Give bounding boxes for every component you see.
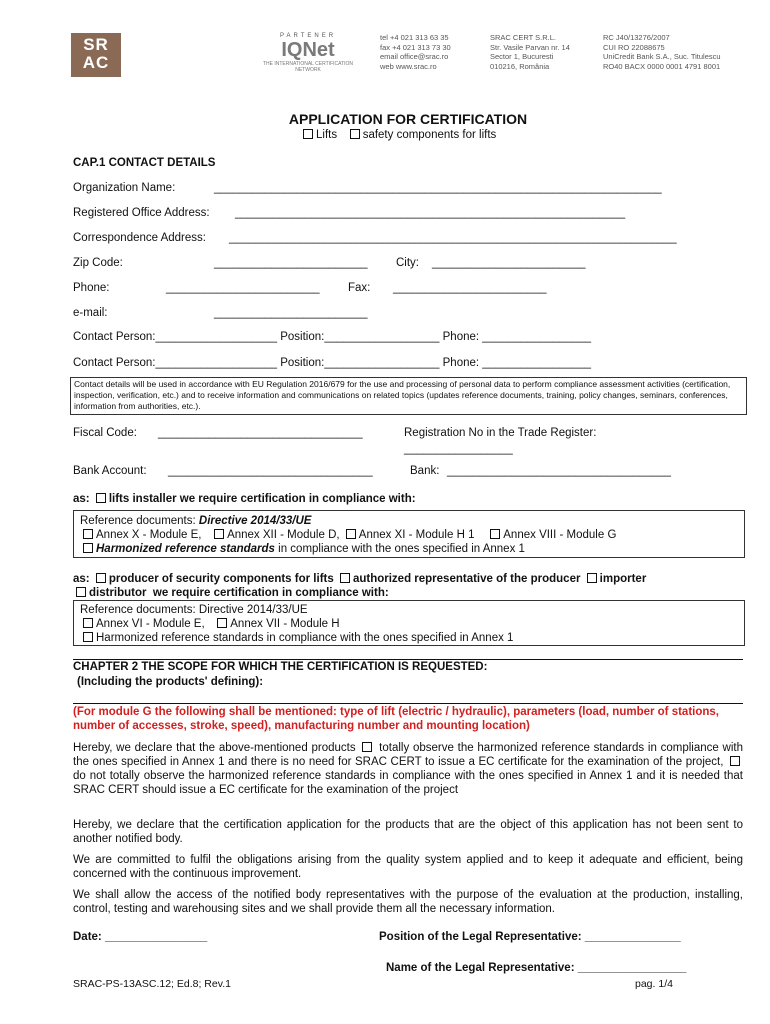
checkbox-distributor[interactable]	[76, 587, 86, 597]
commitment-paragraph: We are committed to fulfil the obligations arising from the quality system applied and to keep it adequate and efficient, being concerned with the continuous improvement.	[73, 854, 743, 880]
fiscal-code-label: Fiscal Code:	[73, 427, 137, 439]
phone-field[interactable]: ________________________	[166, 282, 320, 294]
checkbox-lifts[interactable]	[303, 129, 313, 139]
registered-address-label: Registered Office Address:	[73, 207, 210, 219]
installer-option: as: lifts installer we require certification in compliance with:	[73, 493, 416, 505]
checkbox-harmonized-producer[interactable]	[83, 632, 93, 642]
chapter2-heading: CHAPTER 2 THE SCOPE FOR WHICH THE CERTIFICATION IS REQUESTED:	[73, 661, 488, 673]
access-paragraph: We shall allow the access of the notified body representatives with the purpose of the evaluation at the production, installing, control, testing and warehousing sites and we shall provide them all the necessary information.	[73, 889, 743, 915]
registered-address-field[interactable]: _____________________________________________________________	[235, 207, 626, 219]
page-number: pag. 1/4	[635, 978, 673, 990]
bank-field[interactable]: ___________________________________	[447, 465, 671, 477]
checkbox-annex-vi[interactable]	[83, 618, 93, 628]
contact-person-row-2: Contact Person:___________________ Position:__________________ Phone: _________________	[73, 357, 592, 369]
org-name-field[interactable]: ______________________________________________________________________	[214, 182, 662, 194]
gdpr-notice: Contact details will be used in accordance with EU Regulation 2016/679 for the use and processing of personal data to perform compliance assessment activities (certification, inspection, verification, etc.) and to receive information and communications on related topics (updates reference documents, training, policy changes, seminars, conferences, information from authorities, etc.).	[70, 377, 747, 415]
checkbox-not-totally-observe[interactable]	[730, 756, 740, 766]
checkbox-annex-x[interactable]	[83, 529, 93, 539]
checkbox-totally-observe[interactable]	[362, 742, 372, 752]
checkbox-producer[interactable]	[96, 573, 106, 583]
correspondence-address-field[interactable]: ______________________________________________________________________	[229, 232, 677, 244]
checkbox-lifts-installer[interactable]	[96, 493, 106, 503]
contact-person-field-1[interactable]: ___________________	[155, 331, 277, 343]
zip-field[interactable]: ________________________	[214, 257, 368, 269]
divider	[73, 703, 743, 704]
declaration-paragraph-2: Hereby, we declare that the certification application for the products that are the object of this application has not been sent to another notified body.	[73, 819, 743, 845]
document-code: SRAC-PS-13ASC.12; Ed.8; Rev.1	[73, 978, 231, 990]
trade-register-label: Registration No in the Trade Register:	[404, 427, 597, 439]
bank-account-label: Bank Account:	[73, 465, 147, 477]
page-title: APPLICATION FOR CERTIFICATION	[288, 111, 528, 127]
producer-reference-box: Reference documents: Directive 2014/33/UE Annex VI - Module E, Annex VII - Module H Harmonized reference standards in compliance with the ones specified in Annex 1	[73, 600, 745, 646]
checkbox-safety-components[interactable]	[350, 129, 360, 139]
checkbox-authorized-representative[interactable]	[340, 573, 350, 583]
declaration-paragraph-1: Hereby, we declare that the above-mentioned products totally observe the harmonized reference standards in compliance with the ones specified in Annex 1 and there is no need for SRAC CERT to issue a EC certificate for the examination of the project, do not totally observe the harmonized reference standards in compliance with the ones specified in Annex 1 and it is needed that SRAC CERT should issue a EC certificate for the examination of the project	[73, 742, 743, 796]
contact-phone-field-1[interactable]: _________________	[482, 331, 592, 343]
zip-label: Zip Code:	[73, 257, 123, 269]
phone-label: Phone:	[73, 282, 110, 294]
header-registry: RC J40/13276/2007 CUI RO 22088675 UniCredit Bank S.A., Suc. Titulescu RO40 BACX 0000 0001 4791 8001	[603, 33, 721, 71]
legal-rep-position-field[interactable]: Position of the Legal Representative: _______________	[379, 931, 681, 943]
bank-label: Bank:	[410, 465, 440, 477]
checkbox-annex-vii[interactable]	[217, 618, 227, 628]
legal-rep-name-field[interactable]: Name of the Legal Representative: _________________	[386, 962, 687, 974]
producer-options: as: producer of security components for lifts authorized representative of the producer importer distributor we require certification in compliance with:	[73, 573, 647, 599]
position-field-1[interactable]: __________________	[324, 331, 440, 343]
org-name-label: Organization Name:	[73, 182, 176, 194]
fiscal-code-field[interactable]: ________________________________	[158, 427, 363, 439]
checkbox-annex-viii[interactable]	[490, 529, 500, 539]
installer-reference-box: Reference documents: Directive 2014/33/UE Annex X - Module E, Annex XII - Module D, Annex XI - Module H 1 Annex VIII - Module G Harmonized reference standards in compliance with the ones specified in Annex 1	[73, 510, 745, 558]
checkbox-harmonized-installer[interactable]	[83, 543, 93, 553]
contact-phone-field-2[interactable]: _________________	[482, 357, 592, 369]
contact-person-field-2[interactable]: ___________________	[155, 357, 277, 369]
header-address: SRAC CERT S.R.L. Str. Vasile Parvan nr. 14 Sector 1, Bucuresti 010216, România	[490, 33, 570, 71]
fax-field[interactable]: ________________________	[393, 282, 547, 294]
city-label: City:	[396, 257, 419, 269]
email-label: e-mail:	[73, 307, 108, 319]
city-field[interactable]: ________________________	[432, 257, 586, 269]
checkbox-importer[interactable]	[587, 573, 597, 583]
date-field[interactable]: Date: ________________	[73, 931, 208, 943]
srac-logo: SR AC	[71, 33, 121, 77]
trade-register-field[interactable]: _________________	[404, 443, 513, 455]
checkbox-annex-xi[interactable]	[346, 529, 356, 539]
module-g-note: (For module G the following shall be mentioned: type of lift (electric / hydraulic), parameters (load, number of stations, number of accesses, stroke, speed), manufacturing number and mounting location)	[73, 706, 719, 732]
email-field[interactable]: ________________________	[214, 307, 368, 319]
bank-account-field[interactable]: ________________________________	[168, 465, 373, 477]
fax-label: Fax:	[348, 282, 371, 294]
divider	[73, 659, 743, 660]
subtitle-options: Lifts safety components for lifts	[300, 129, 496, 141]
contact-person-row-1: Contact Person:___________________ Position:__________________ Phone: _________________	[73, 331, 592, 343]
header-contact: tel +4 021 313 63 35 fax +4 021 313 73 30 email office@srac.ro web www.srac.ro	[380, 33, 451, 71]
correspondence-address-label: Correspondence Address:	[73, 232, 206, 244]
position-field-2[interactable]: __________________	[324, 357, 440, 369]
iqnet-partner-logo: PARTENER IQNet THE INTERNATIONAL CERTIFICATION NETWORK	[262, 33, 354, 73]
chapter2-subheading: (Including the products' defining):	[77, 676, 264, 688]
checkbox-annex-xii[interactable]	[214, 529, 224, 539]
cap1-heading: CAP.1 CONTACT DETAILS	[73, 157, 216, 169]
